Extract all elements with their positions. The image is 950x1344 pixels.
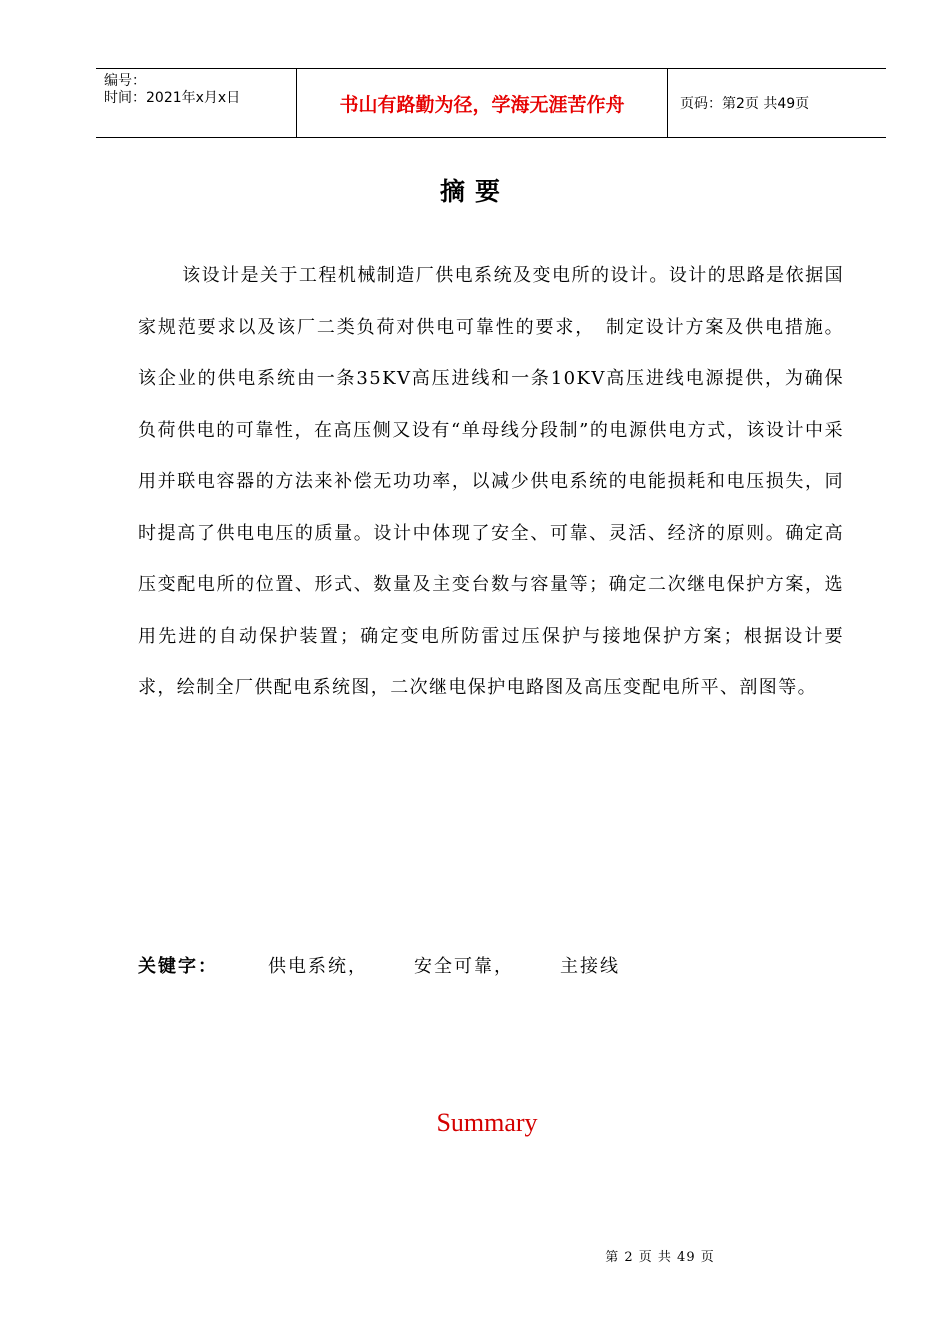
summary-heading: Summary bbox=[436, 1108, 538, 1137]
abstract-title: 摘要 bbox=[439, 177, 510, 206]
abstract-body bbox=[138, 250, 844, 714]
keywords-label: 关键字： bbox=[138, 956, 218, 977]
header-meta bbox=[96, 69, 297, 137]
page-footer: 第 2 页 共 49 页 bbox=[605, 1250, 715, 1265]
number-label: 编号： bbox=[104, 73, 146, 89]
time-text: 时间：2021年x月x日 bbox=[104, 90, 241, 106]
keyword-item: 安全可靠， bbox=[414, 956, 514, 977]
page-header bbox=[96, 68, 886, 138]
keywords-line bbox=[138, 952, 620, 978]
header-motto: 书山有路勤为径，学海无涯苦作舟 bbox=[297, 69, 668, 137]
abstract-paragraph: 该设计是关于工程机械制造厂供电系统及变电所的设计。设计的思路是依据国家规范要求以及该厂二类负荷对供电可靠性的要求， 制定设计方案及供电措施。该企业的供电系统由一条35KV高压进线和一条10KV高压进线电源提供，为确保负荷供电的可靠性，在高压侧又设有“单母线分段制”的电源供电方式，该设计中采用并联电容器的方法来补偿无功功率，以减少供电系统的电能损耗和电压损失，同时提高了供电电压的质量。设计中体现了安全、可靠、灵活、经济的原则。确定高压变配电所的位置、形式、数量及主变台数与容量等；确定二次继电保护方案，选用先进的自动保护装置；确定变电所防雷过压保护与接地保护方案；根据设计要求，绘制全厂供配电系统图，二次继电保护电路图及高压变配电所平、剖图等。 bbox=[138, 265, 844, 698]
header-page-info: 页码：第2页 共49页 bbox=[680, 96, 810, 112]
keyword-item: 主接线 bbox=[560, 956, 620, 977]
keyword-item: 供电系统， bbox=[268, 956, 368, 977]
